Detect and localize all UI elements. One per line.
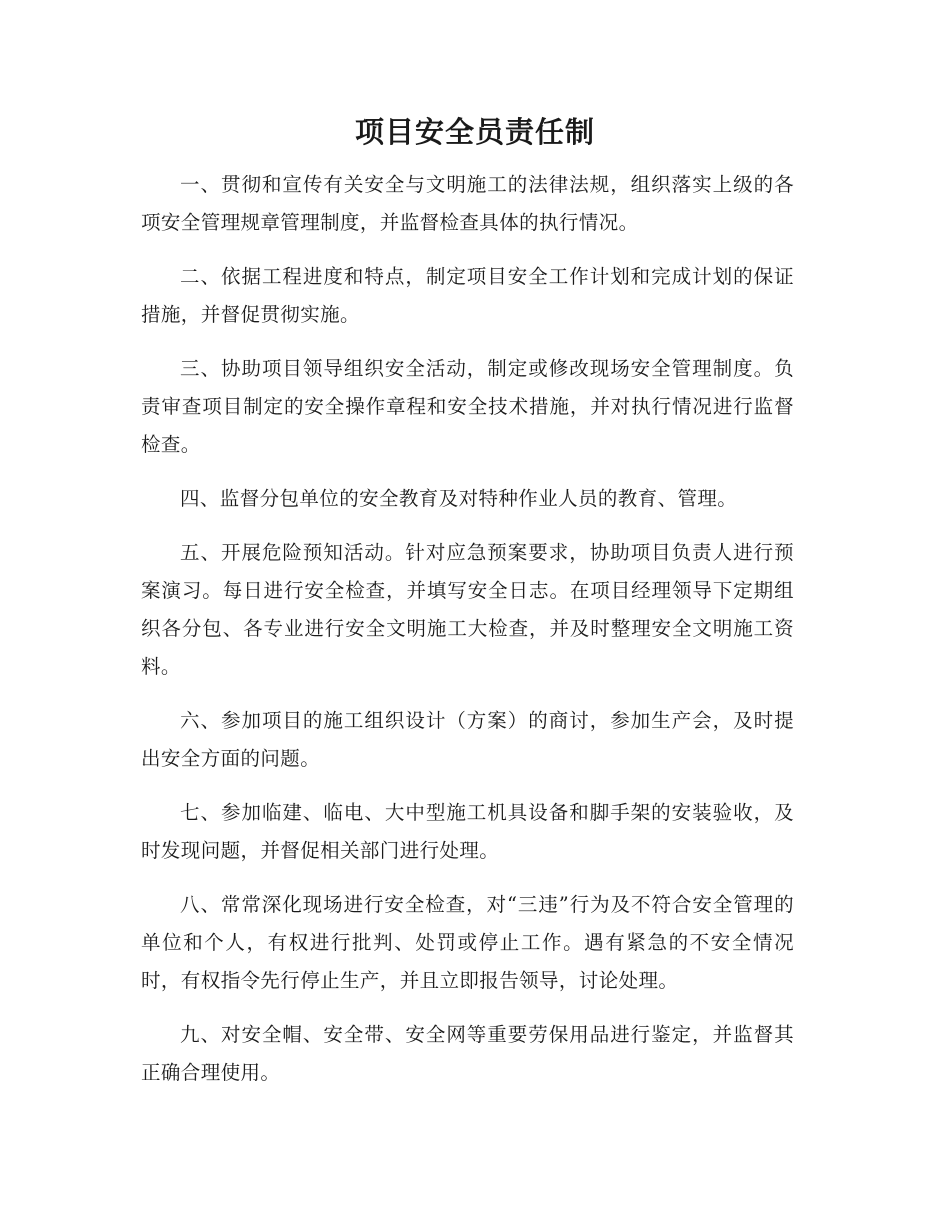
paragraph-2: 二、依据工程进度和特点，制定项目安全工作计划和完成计划的保证措施，并督促贯彻实施。 [141, 265, 794, 326]
paragraph-7: 七、参加临建、临电、大中型施工机具设备和脚手架的安装验收，及时发现问题，并督促相关部门进行处理。 [141, 801, 794, 862]
paragraph-6: 六、参加项目的施工组织设计（方案）的商讨，参加生产会，及时提出安全方面的问题。 [141, 709, 794, 770]
paragraph-1: 一、贯彻和宣传有关安全与文明施工的法律法规，组织落实上级的各项安全管理规章管理制度，并监督检查具体的执行情况。 [141, 173, 794, 234]
paragraph-8: 八、常常深化现场进行安全检查，对“三违”行为及不符合安全管理的单位和个人，有权进行批判、处罚或停止工作。遇有紧急的不安全情况时，有权指令先行停止生产，并且立即报告领导，讨论处理。 [141, 893, 794, 992]
document-body [141, 166, 794, 1108]
paragraph-3: 三、协助项目领导组织安全活动，制定或修改现场安全管理制度。负责审查项目制定的安全操作章程和安全技术措施，并对执行情况进行监督检查。 [141, 357, 794, 456]
paragraph-9: 九、对安全帽、安全带、安全网等重要劳保用品进行鉴定，并监督其正确合理使用。 [141, 1023, 794, 1084]
paragraph-4: 四、监督分包单位的安全教育及对特种作业人员的教育、管理。 [180, 487, 738, 510]
document-title: 项目安全员责任制 [354, 115, 595, 149]
paragraph-5: 五、开展危险预知活动。针对应急预案要求，协助项目负责人进行预案演习。每日进行安全检查，并填写安全日志。在项目经理领导下定期组织各分包、各专业进行安全文明施工大检查，并及时整理安全文明施工资料。 [141, 541, 794, 678]
